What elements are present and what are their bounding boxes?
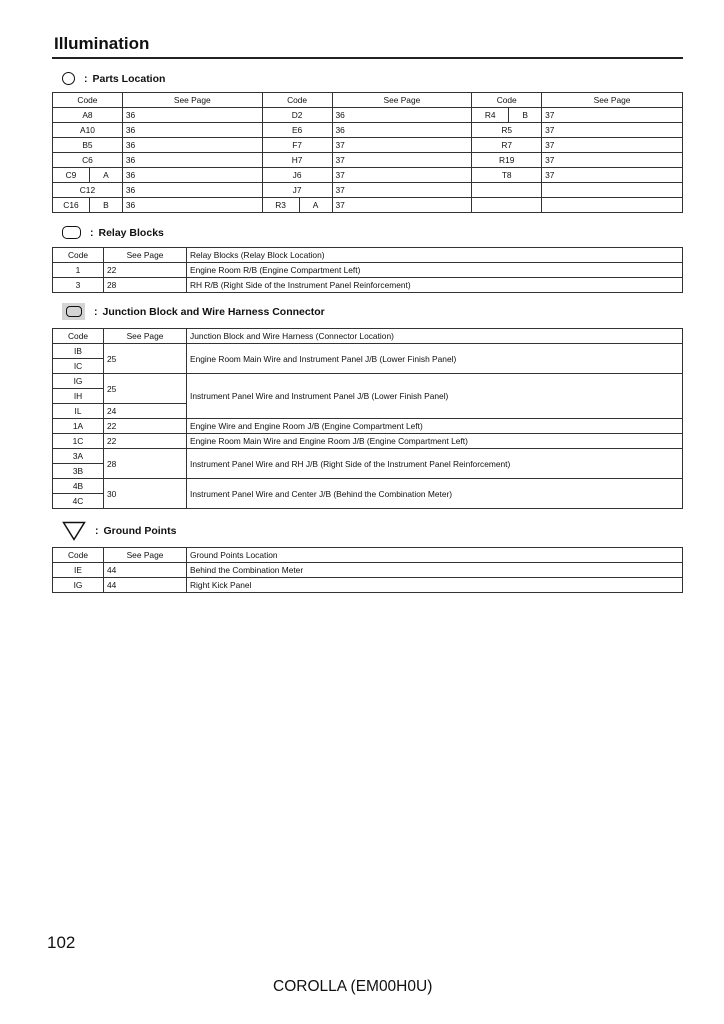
location-cell: Instrument Panel Wire and Center J/B (Behind the Combination Meter) — [187, 479, 683, 509]
junction-blocks-title: Junction Block and Wire Harness Connector — [102, 305, 325, 318]
table-row — [53, 374, 683, 389]
see-page-cell: 36 — [122, 198, 262, 213]
code-cell: J6 — [262, 168, 332, 183]
relay-blocks-heading: : Relay Blocks — [62, 226, 164, 239]
location-cell: Engine Room Main Wire and Engine Room J/B (Engine Compartment Left) — [187, 434, 683, 449]
see-page-cell: 37 — [332, 153, 472, 168]
parts-location-title: Parts Location — [92, 72, 166, 85]
location-cell: Behind the Combination Meter — [187, 563, 683, 578]
see-page-cell: 37 — [332, 138, 472, 153]
code-cell: 3B — [53, 464, 104, 479]
table-row — [53, 183, 683, 198]
see-page-header: See Page — [122, 93, 262, 108]
location-cell: Instrument Panel Wire and RH J/B (Right Side of the Instrument Panel Reinforcement) — [187, 449, 683, 479]
code-header: Code — [53, 548, 104, 563]
code-suffix-cell: A — [299, 198, 332, 213]
table-row — [53, 123, 683, 138]
code-cell: A10 — [53, 123, 123, 138]
code-cell: 1 — [53, 263, 104, 278]
relay-blocks-title: Relay Blocks — [98, 226, 164, 239]
see-page-cell: 37 — [542, 138, 683, 153]
shaded-oval-icon — [62, 303, 85, 320]
code-cell: R4 — [472, 108, 509, 123]
see-page-cell: 22 — [104, 434, 187, 449]
see-page-cell: 36 — [122, 153, 262, 168]
table-row — [53, 479, 683, 494]
ground-header-row — [53, 548, 683, 563]
code-cell: IB — [53, 344, 104, 359]
location-cell: Engine Room R/B (Engine Compartment Left) — [187, 263, 683, 278]
code-suffix-cell: A — [89, 168, 122, 183]
junction-blocks-heading: : Junction Block and Wire Harness Connector — [62, 303, 325, 320]
title-rule — [52, 57, 683, 59]
see-page-cell: 44 — [104, 578, 187, 593]
location-cell: Instrument Panel Wire and Instrument Panel J/B (Lower Finish Panel) — [187, 374, 683, 419]
see-page-cell: 44 — [104, 563, 187, 578]
code-cell: C16 — [53, 198, 90, 213]
see-page-header: See Page — [104, 548, 187, 563]
table-row — [53, 108, 683, 123]
see-page-cell: 25 — [104, 344, 187, 374]
table-row — [53, 419, 683, 434]
see-page-cell: 22 — [104, 419, 187, 434]
location-cell: Engine Room Main Wire and Instrument Panel J/B (Lower Finish Panel) — [187, 344, 683, 374]
table-row — [53, 434, 683, 449]
code-header: Code — [53, 93, 123, 108]
code-cell: 3A — [53, 449, 104, 464]
relay-header-row — [53, 248, 683, 263]
code-cell: F7 — [262, 138, 332, 153]
code-cell: R19 — [472, 153, 542, 168]
parts-location-heading: : Parts Location — [62, 72, 165, 85]
see-page-cell: 37 — [542, 153, 683, 168]
code-cell: 1C — [53, 434, 104, 449]
table-row — [53, 344, 683, 359]
location-cell: Right Kick Panel — [187, 578, 683, 593]
location-header: Junction Block and Wire Harness (Connector Location) — [187, 329, 683, 344]
code-cell: J7 — [262, 183, 332, 198]
table-row — [53, 578, 683, 593]
code-cell: IE — [53, 563, 104, 578]
code-cell: H7 — [262, 153, 332, 168]
see-page-header: See Page — [104, 329, 187, 344]
code-header: Code — [53, 329, 104, 344]
see-page-cell: 37 — [332, 168, 472, 183]
ground-points-title: Ground Points — [103, 525, 177, 537]
code-header: Code — [53, 248, 104, 263]
table-row — [53, 263, 683, 278]
location-header: Relay Blocks (Relay Block Location) — [187, 248, 683, 263]
see-page-cell: 37 — [332, 198, 472, 213]
code-cell: 3 — [53, 278, 104, 293]
see-page-cell: 22 — [104, 263, 187, 278]
code-cell: R3 — [262, 198, 299, 213]
code-cell: C12 — [53, 183, 123, 198]
table-row — [53, 449, 683, 464]
see-page-cell: 36 — [332, 123, 472, 138]
see-page-cell: 30 — [104, 479, 187, 509]
table-row — [53, 138, 683, 153]
see-page-header: See Page — [332, 93, 472, 108]
see-page-cell: 37 — [332, 183, 472, 198]
code-cell: IG — [53, 578, 104, 593]
code-cell: IG — [53, 374, 104, 389]
ground-points-table — [52, 547, 683, 593]
code-cell: C6 — [53, 153, 123, 168]
see-page-cell: 36 — [332, 108, 472, 123]
see-page-cell: 24 — [104, 404, 187, 419]
relay-blocks-table — [52, 247, 683, 293]
see-page-cell: 28 — [104, 278, 187, 293]
code-cell: IL — [53, 404, 104, 419]
oval-icon — [62, 226, 81, 239]
code-cell: B5 — [53, 138, 123, 153]
code-cell: 4C — [53, 494, 104, 509]
see-page-header: See Page — [104, 248, 187, 263]
table-row — [53, 153, 683, 168]
location-cell: Engine Wire and Engine Room J/B (Engine Compartment Left) — [187, 419, 683, 434]
code-cell: 1A — [53, 419, 104, 434]
code-cell — [472, 198, 542, 213]
table-row — [53, 563, 683, 578]
see-page-cell: 36 — [122, 123, 262, 138]
parts-header-row — [53, 93, 683, 108]
code-cell: IC — [53, 359, 104, 374]
code-cell: T8 — [472, 168, 542, 183]
code-suffix-cell: B — [89, 198, 122, 213]
see-page-cell: 36 — [122, 138, 262, 153]
see-page-cell: 37 — [542, 108, 683, 123]
code-cell: A8 — [53, 108, 123, 123]
code-cell — [472, 183, 542, 198]
table-row — [53, 278, 683, 293]
see-page-cell: 36 — [122, 168, 262, 183]
code-cell: C9 — [53, 168, 90, 183]
junction-blocks-table — [52, 328, 683, 509]
triangle-down-icon — [62, 521, 86, 541]
location-cell: RH R/B (Right Side of the Instrument Panel Reinforcement) — [187, 278, 683, 293]
code-header: Code — [262, 93, 332, 108]
code-cell: IH — [53, 389, 104, 404]
code-cell: 4B — [53, 479, 104, 494]
code-cell: R7 — [472, 138, 542, 153]
code-suffix-cell: B — [509, 108, 542, 123]
code-cell: D2 — [262, 108, 332, 123]
see-page-cell: 37 — [542, 123, 683, 138]
see-page-cell: 36 — [122, 183, 262, 198]
see-page-header: See Page — [542, 93, 683, 108]
see-page-cell: 25 — [104, 374, 187, 404]
see-page-cell: 36 — [122, 108, 262, 123]
code-cell: E6 — [262, 123, 332, 138]
see-page-cell: 28 — [104, 449, 187, 479]
code-header: Code — [472, 93, 542, 108]
code-cell: R5 — [472, 123, 542, 138]
model-code: COROLLA (EM00H0U) — [273, 978, 433, 995]
page-title: Illumination — [54, 34, 150, 53]
see-page-cell — [542, 183, 683, 198]
ground-points-heading: : Ground Points — [62, 521, 176, 541]
location-header: Ground Points Location — [187, 548, 683, 563]
table-row — [53, 198, 683, 213]
circle-icon — [62, 72, 75, 85]
see-page-cell: 37 — [542, 168, 683, 183]
junction-header-row — [53, 329, 683, 344]
parts-location-table — [52, 92, 683, 213]
page-number: 102 — [47, 933, 76, 952]
table-row — [53, 168, 683, 183]
see-page-cell — [542, 198, 683, 213]
